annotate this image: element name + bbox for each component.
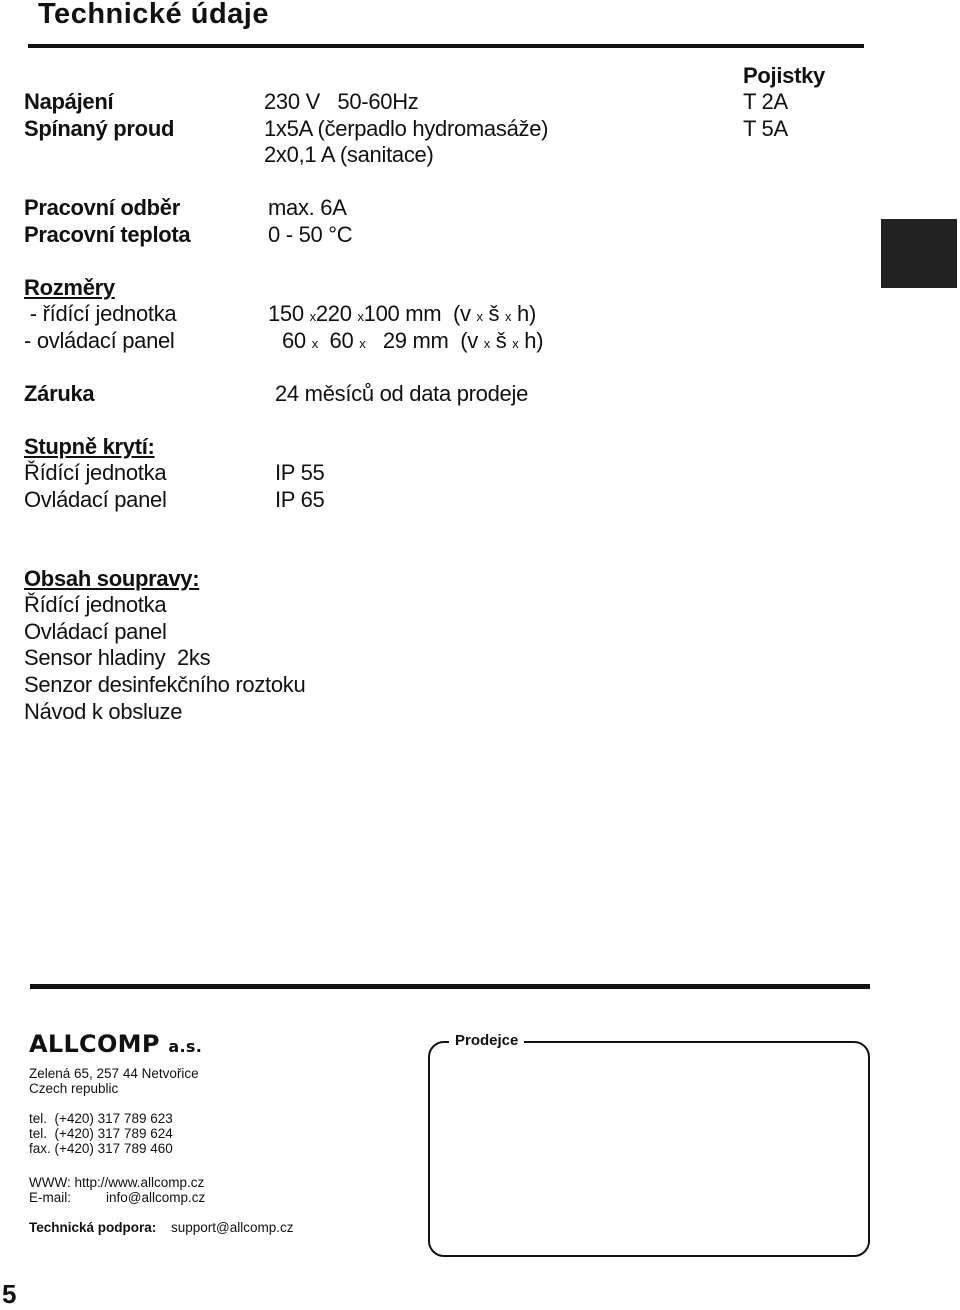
dim-b: 60 [329,328,354,353]
panel-dimensions [282,328,543,357]
support-email: support@allcomp.cz [171,1220,294,1235]
dim-h: h) [517,301,537,326]
dim-c: 100 mm (v [363,301,471,326]
protection-heading: Stupně krytí: [24,434,155,459]
dealer-label: Prodejce [449,1032,524,1049]
phone-1: tel. (+420) 317 789 623 [29,1111,173,1126]
dim-x: x [512,336,519,351]
website: WWW: http://www.allcomp.cz [29,1175,205,1190]
email-label: E-mail: [29,1190,72,1205]
phone-2: tel. (+420) 317 789 624 [29,1126,173,1141]
fax: fax. (+420) 317 789 460 [29,1141,173,1156]
kit-item: Senzor desinfekčního roztoku [24,672,306,697]
dim-x: x [505,309,512,324]
kit-item: Ovládací panel [24,619,167,644]
control-unit-dimensions [268,301,536,330]
footer-rule [30,984,870,989]
dim-h: h) [524,328,544,353]
switched-current-value-1: 1x5A (čerpadlo hydromasáže) [264,116,549,141]
power-label: Napájení [24,89,114,114]
temperature-value: 0 - 50 °C [268,222,353,247]
company-name [29,1030,202,1058]
switched-current-value-2: 2x0,1 A (sanitace) [264,142,434,167]
dim-x: x [476,309,483,324]
protection-unit-label: Řídící jednotka [24,460,167,485]
dim-b: 220 [315,301,352,326]
panel-label: - ovládací panel [24,328,175,353]
dim-a: 150 [268,301,304,326]
protection-unit-value: IP 55 [275,460,325,485]
fuse-current: T 5A [743,116,788,141]
page-number: 5 [2,1279,17,1309]
section-tab-marker [881,219,957,288]
switched-current-label: Spínaný proud [24,116,175,141]
dim-x: x [311,336,318,351]
power-value: 230 V 50-60Hz [264,89,419,114]
kit-heading: Obsah soupravy: [24,566,200,591]
dealer-stamp-box [428,1041,870,1257]
dim-s: š [488,301,500,326]
email-value: info@allcomp.cz [106,1190,206,1205]
dim-c: 29 mm (v [382,328,478,353]
kit-item: Sensor hladiny 2ks [24,645,211,670]
support-label: Technická podpora: [29,1220,157,1235]
company-logo-text: ALLCOMP [29,1030,160,1058]
header-rule [28,44,864,48]
protection-panel-value: IP 65 [275,487,325,512]
warranty-value: 24 měsíců od data prodeje [275,381,529,406]
address-line-1: Zelená 65, 257 44 Netvořice [29,1066,199,1081]
consumption-label: Pracovní odběr [24,195,180,220]
address-line-2: Czech republic [29,1081,119,1096]
dim-x: x [309,309,316,324]
fuse-power: T 2A [743,89,788,114]
consumption-value: max. 6A [268,195,347,220]
page-title: Technické údaje [38,0,269,30]
kit-item: Řídící jednotka [24,592,167,617]
warranty-label: Záruka [24,381,95,406]
dim-x: x [359,336,366,351]
temperature-label: Pracovní teplota [24,222,191,247]
protection-panel-label: Ovládací panel [24,487,167,512]
fuses-heading: Pojistky [743,63,825,88]
dim-x: x [483,336,490,351]
dim-a: 60 [282,328,306,353]
control-unit-label: - řídící jednotka [24,301,177,326]
company-suffix: a.s. [168,1037,203,1056]
dim-x: x [357,309,364,324]
dim-s: š [495,328,507,353]
kit-item: Návod k obsluze [24,699,183,724]
dimensions-heading: Rozměry [24,275,115,300]
